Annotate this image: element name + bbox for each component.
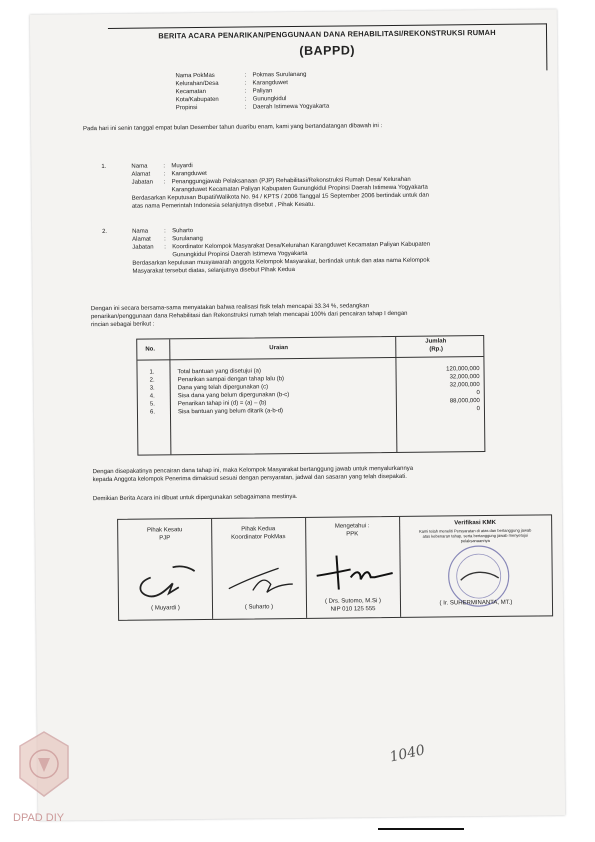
signatory-name: ( Suharto ) — [244, 604, 274, 611]
identity-value: Pokmas Surulanang — [252, 71, 307, 79]
identity-label: Kota/Kabupaten — [175, 96, 219, 104]
row-uraian: Penarikan tahap ini (d) = (a) – (b) — [177, 400, 267, 408]
agreement-text: rincian sebagai berikut : — [91, 321, 155, 329]
verification-note: pelaksanaannya — [460, 537, 490, 544]
row-jumlah: 32,000,000 — [449, 382, 480, 389]
party-position: Penanggungjawab Pelaksanaan (PJP) Rehabilitasi/Rekonstruksi Rumah Desa/ Kelurahan — [171, 176, 411, 186]
signature-muyardi — [132, 555, 202, 602]
row-uraian: Penarikan sampai dengan tahap lalu (b) — [177, 376, 285, 384]
party-position: Karangduwet Kecamatan Paliyan Kabupaten Gunungkidul Propinsi Daerah Istimewa Yogyakarta — [171, 184, 428, 194]
row-no: 2. — [149, 377, 155, 384]
party-basis: Berdasarkan kepulusan musyawarah anggota Kelompok Masyarakat, bertindak untuk dan atas nama Kelompok — [132, 257, 430, 267]
identity-value: Daerah Istimewa Yogyakarta — [252, 103, 330, 111]
row-uraian: Total bantuan yang disetujui (a) — [177, 368, 261, 376]
field-sep: : — [163, 171, 166, 178]
party-basis: Masyarakat tersebut diatas, selanjutnya disebut Pihak Kedua — [132, 267, 295, 275]
watermark-text: DPAD DIY — [13, 812, 65, 824]
row-jumlah: 0 — [476, 406, 480, 413]
party-basis: Berdasarkan Keputusan Bupati/Walikota No. 94 / KPTS / 2006 Tanggal 15 September 2006 bertindak untuk dan — [131, 192, 429, 202]
identity-value: Paliyan — [252, 88, 273, 95]
closing-text: kepada Anggota kelompok Penerima dimaksud sesuai dengan persyaratan, jadwal dan sasaran yang telah disepakati. — [92, 473, 407, 484]
row-no: 3. — [149, 385, 155, 392]
identity-value: Karangduwet — [252, 80, 288, 87]
signatory-title: Mengetahui : — [334, 523, 370, 530]
row-jumlah: 88,000,000 — [449, 398, 480, 405]
closing-text: Dengan disepakatinya pencairan dana tahap ini, maka Kelompok Masyarakat bertanggung jawab untuk menyalurkannya — [92, 465, 414, 476]
identity-label: Nama PokMas — [175, 72, 215, 80]
signatory-name: ( Muyardi ) — [151, 605, 180, 612]
identity-value: Gunungkidul — [252, 96, 287, 103]
dpad-logo-watermark — [14, 728, 74, 800]
col-header-jumlah: Jumlah — [425, 338, 447, 345]
title-box — [108, 23, 547, 75]
identity-sep: : — [244, 72, 247, 79]
closing-statement: Demikian Berita Acara ini dibuat untuk dipergunakan sebagaimana mestinya. — [92, 494, 298, 503]
party-basis: atas nama Pemerintah Indonesia selanjutnya disebut , Pihak Kesatu. — [131, 201, 315, 210]
signatory-role: Koordinator PokMas — [231, 534, 286, 541]
row-jumlah: 0 — [476, 390, 480, 397]
field-label: Nama — [131, 163, 148, 170]
signatory-name: ( Ir. SUHERMINANTA, MT.) — [439, 599, 513, 607]
signature-sutomo — [310, 547, 396, 594]
signatory-title: Pihak Kedua — [241, 526, 276, 533]
field-label: Jabatan — [131, 179, 153, 186]
party-number: 1. — [101, 163, 107, 171]
document-abbreviation: (BAPPD) — [299, 43, 356, 58]
col-header-no: No. — [145, 346, 156, 353]
signatory-nip: NIP 010 125 555 — [330, 606, 376, 613]
verification-note: atas kebenaran tahap, serta bertanggung jawab menyetujui — [422, 532, 528, 539]
identity-sep: : — [244, 88, 247, 95]
identity-label: Kecamatan — [175, 88, 207, 96]
signatory-name: ( Drs. Sutomo, M.Si ) — [324, 598, 381, 605]
signatory-title: Verifikasi KMK — [454, 519, 497, 527]
party-number: 2. — [102, 228, 108, 236]
identity-sep: : — [244, 96, 247, 103]
signatory-role: PPK — [346, 531, 359, 538]
row-no: 1. — [149, 369, 155, 376]
row-jumlah: 32,000,000 — [449, 374, 480, 381]
field-label: Nama — [132, 228, 149, 235]
field-sep: : — [164, 244, 166, 251]
field-label: Jabatan — [132, 244, 154, 251]
party-position: Gunungkidul Propinsi Daerah Istimewa Yogyakarta — [172, 250, 308, 259]
field-sep: : — [164, 236, 166, 243]
row-uraian: Sisa bantuan yang belum ditarik (a-b-d) — [177, 408, 284, 416]
identity-label: Propinsi — [175, 105, 198, 112]
row-no: 6. — [149, 409, 156, 416]
field-label: Alamat — [132, 236, 151, 243]
document-page — [30, 9, 565, 820]
party-position: Koordinator Kelompok Masyarakat Desa/Kelurahan Karangduwet Kecamatan Paliyan Kabupaten — [172, 241, 431, 251]
identity-sep: : — [244, 80, 247, 87]
col-header-uraian: Uraian — [269, 345, 289, 352]
intro-text: Pada hari ini senin tanggal empat bulan Desember tahun duaribu enam, kami yang bertandatangan dibawah ini : — [82, 123, 383, 133]
agreement-text: penarikan/penggunaan dana Rehabilitasi dan Rekonstruksi rumah telah mencapai 100% dari pencairan tahap I dengan — [90, 310, 408, 321]
agreement-text: Dengan ini secara bersama-sama menyatakan bahwa realisasi fisik telah mencapai 33.34 %, sedangkan — [90, 303, 370, 313]
row-uraian: Dana yang telah dipergunakan (c) — [177, 384, 269, 392]
col-header-jumlah-unit: (Rp.) — [429, 346, 444, 353]
verification-note: Kami telah meneliti Persyaratan di atas dan bertanggung jawab — [419, 527, 532, 534]
signatory-role: PJP — [159, 535, 171, 542]
scan-edge-line — [378, 828, 464, 830]
signature-suharto — [223, 562, 297, 599]
row-jumlah: 120,000,000 — [446, 366, 480, 373]
field-label: Alamat — [131, 171, 151, 178]
row-uraian: Sisa dana yang belum dipergunakan (b-c) — [177, 392, 290, 400]
party-address: Surulanang — [172, 235, 203, 243]
row-no: 5. — [149, 401, 155, 408]
document-title: BERITA ACARA PENARIKAN/PENGGUNAAN DANA REHABILITASI/REKONSTRUKSI RUMAH — [158, 27, 496, 41]
field-sep: : — [163, 179, 166, 186]
party-name: Suharto — [172, 228, 194, 235]
field-sep: : — [163, 163, 166, 170]
identity-label: Kelurahan/Desa — [175, 80, 219, 88]
row-no: 4. — [149, 393, 155, 400]
field-sep: : — [164, 228, 166, 235]
disbursement-table — [136, 335, 485, 456]
signature-table — [117, 514, 553, 621]
signatory-title: Pihak Kesatu — [146, 527, 183, 534]
handwritten-number: 1040 — [388, 742, 427, 766]
identity-sep: : — [244, 104, 247, 111]
party-name: Muyardi — [171, 163, 193, 170]
party-address: Karangduwet — [171, 170, 207, 178]
